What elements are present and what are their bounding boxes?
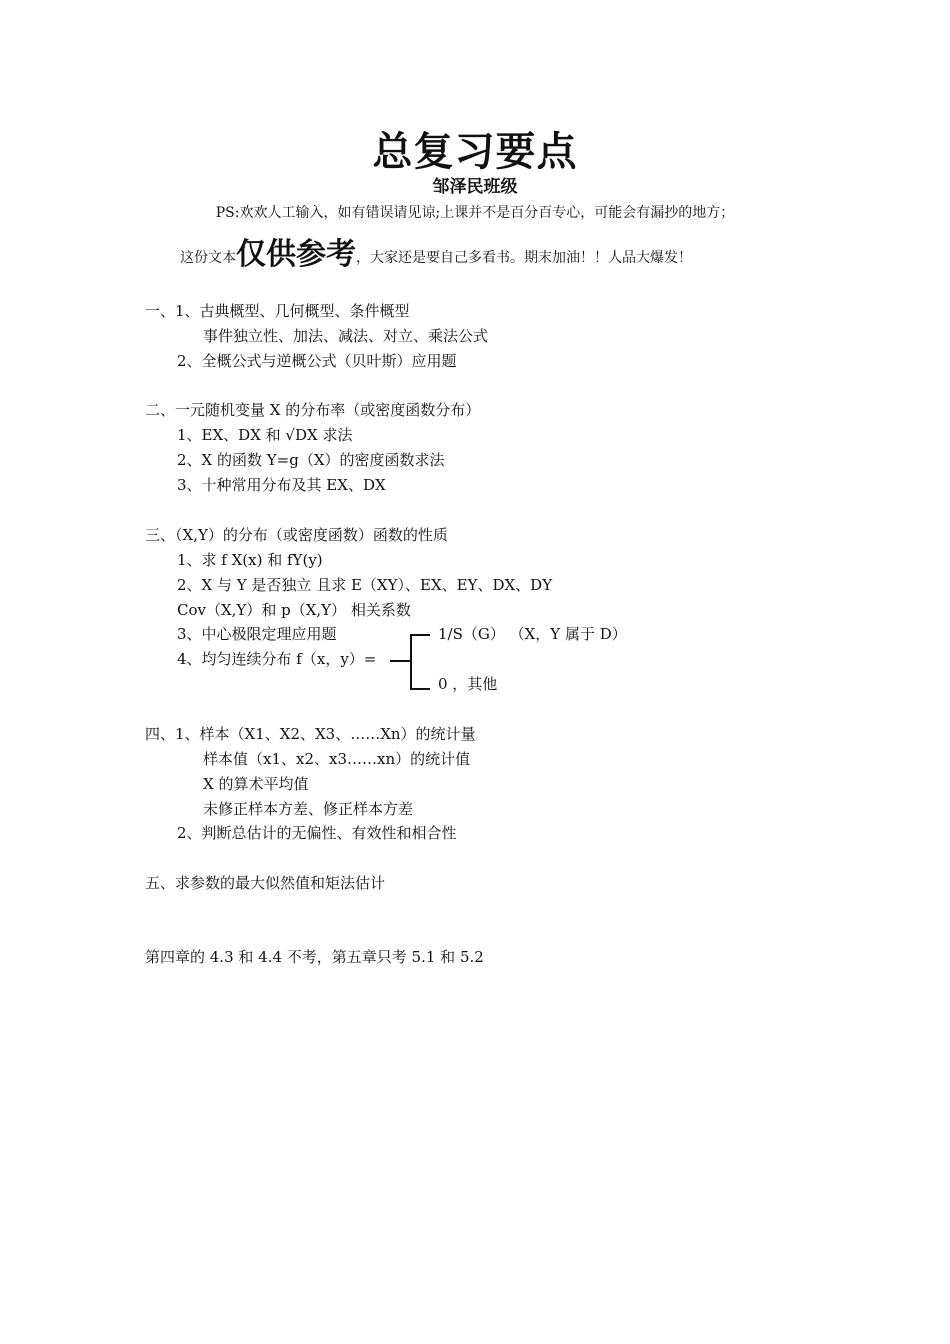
- section-2-line-4: 3、十种常用分布及其 EX、DX: [177, 476, 386, 494]
- class-subtitle: 邹泽民班级: [432, 177, 518, 197]
- ps-note: PS:欢欢人工输入，如有错误请见谅;上课并不是百分百专心，可能会有漏抄的地方；: [215, 205, 735, 221]
- section-3-line-4: Cov（X,Y）和 p（X,Y） 相关系数: [177, 601, 411, 619]
- section-2-line-3: 2、X 的函数 Y=g（X）的密度函数求法: [177, 451, 445, 469]
- brace-bottom-arm: [410, 688, 430, 690]
- section-2-heading: 二、一元随机变量 X 的分布率（或密度函数分布）: [145, 401, 481, 419]
- section-2-line-2: 1、EX、DX 和 √DX 求法: [177, 426, 353, 444]
- exam-scope-note: 第四章的 4.3 和 4.4 不考，第五章只考 5.1 和 5.2: [145, 948, 484, 966]
- page-title: 总复习要点: [372, 129, 578, 175]
- section-5-heading: 五、求参数的最大似然值和矩法估计: [145, 874, 386, 892]
- piecewise-case-1: 1/S（G） （X，Y 属于 D）: [438, 625, 627, 643]
- reference-suffix: ，大家还是要自己多看书。期末加油！！人品大爆发！: [356, 250, 692, 266]
- section-1-heading: 一、1、古典概型、几何概型、条件概型: [145, 302, 410, 320]
- section-3-heading: 三、（X,Y）的分布（或密度函数）函数的性质: [145, 526, 448, 544]
- reference-emphasis: 仅供参考: [236, 237, 356, 272]
- section-4-line-2: 样本值（x1、x2、x3……xn）的统计值: [203, 750, 471, 768]
- section-4-line-5: 2、判断总估计的无偏性、有效性和相合性: [177, 824, 457, 842]
- section-4-line-3: X 的算术平均值: [203, 775, 309, 793]
- section-4-heading: 四、1、样本（X1、X2、X3、……Xn）的统计量: [145, 725, 476, 743]
- section-3-line-3: 2、X 与 Y 是否独立 且求 E（XY）、EX、EY、DX、DY: [177, 576, 553, 594]
- reference-prefix: 这份文本: [180, 250, 236, 266]
- section-3-line-6: 4、均匀连续分布 f（x，y）=: [177, 650, 377, 668]
- reference-note: [180, 232, 692, 281]
- section-1-line-3: 2、全概公式与逆概公式（贝叶斯）应用题: [177, 352, 457, 370]
- section-3-line-2: 1、求 f X(x) 和 fY(y): [177, 551, 323, 569]
- section-1-line-2: 事件独立性、加法、减法、对立、乘法公式: [203, 327, 489, 345]
- section-4-line-4: 未修正样本方差、修正样本方差: [203, 800, 414, 818]
- piecewise-case-2: 0 ，其他: [438, 675, 498, 693]
- brace-top-arm: [410, 634, 430, 636]
- brace-vertical: [410, 634, 412, 690]
- section-3-line-5: 3、中心极限定理应用题: [177, 625, 337, 643]
- brace-middle-stem: [390, 660, 410, 662]
